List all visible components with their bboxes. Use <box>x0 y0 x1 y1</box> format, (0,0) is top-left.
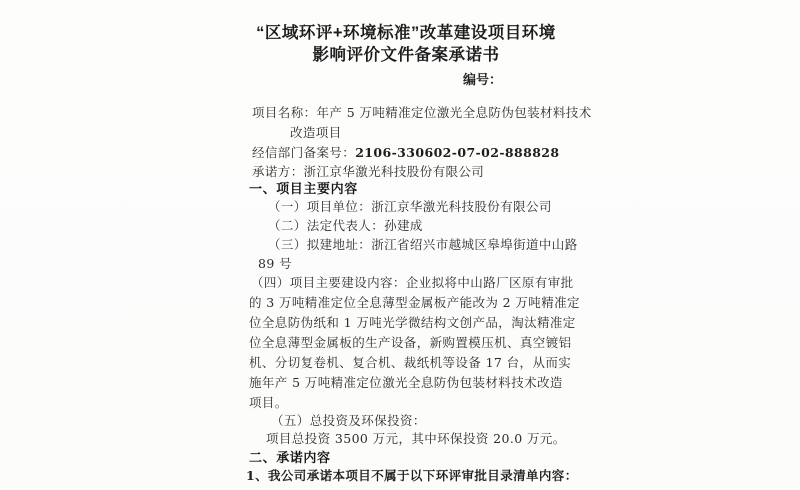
section-main-item4-line5: 机、分切复卷机、复合机、裁纸机等设备 17 台，从而实 <box>249 355 572 370</box>
project-name-label: 项目名称： <box>252 105 317 120</box>
promisor-label: 承诺方： <box>252 164 304 179</box>
project-name-value: 年产 5 万吨精准定位激光全息防伪包装材料技术 <box>316 105 592 120</box>
section-main-item4-line6: 施年产 5 万吨精准定位激光全息防伪包装材料技术改造 <box>249 375 563 390</box>
record-number-label: 经信部门备案号： <box>252 145 356 160</box>
section-main-item1: （一）项目单位：浙江京华激光科技股份有限公司 <box>268 199 552 214</box>
record-number-line <box>252 143 560 163</box>
section-commit-heading: 二、承诺内容 <box>249 450 331 465</box>
section-main-item2: （二）法定代表人：孙建成 <box>268 218 423 233</box>
section-main-item3-line2: 89 号 <box>258 256 292 271</box>
serial-number-label: 编号： <box>463 73 503 88</box>
section-main-heading: 一、项目主要内容 <box>249 181 358 196</box>
document-title <box>6 22 800 66</box>
section-main-item3-line1: （三）拟建地址：浙江省绍兴市越城区皋埠街道中山路 <box>268 237 578 252</box>
section-main-item4-line3: 位全息防伪纸和 1 万吨光学微结构文创产品，淘汰精准定 <box>249 315 576 330</box>
section-main-item4-line1: （四）项目主要建设内容：企业拟将中山路厂区原有审批 <box>251 275 574 290</box>
section-main-item5-value: 项目总投资 3500 万元，其中环保投资 20.0 万元。 <box>266 431 566 446</box>
section-main-item4-line4: 位全息薄型金属板的生产设备，新购置模压机、真空镀铝 <box>249 335 572 350</box>
project-name-line <box>252 103 592 123</box>
document-title-line1: “区域环评+环境标准”改革建设项目环境 <box>256 24 556 42</box>
document-title-line2: 影响评价文件备案承诺书 <box>312 46 500 64</box>
section-main-item4-line2: 的 3 万吨精准定位全息薄型金属板产能改为 2 万吨精准定 <box>249 295 580 310</box>
promisor-value: 浙江京华激光科技股份有限公司 <box>303 164 485 179</box>
project-name-line2: 改造项目 <box>290 125 342 140</box>
section-commit-item1: 1、我公司承诺本项目不属于以下环评审批目录清单内容： <box>246 468 578 483</box>
section-main-item5-label: （五）总投资及环保投资： <box>271 413 426 428</box>
section-main-item4-line7: 项目。 <box>249 395 288 410</box>
record-number-value: 2106-330602-07-02-888828 <box>355 145 560 160</box>
